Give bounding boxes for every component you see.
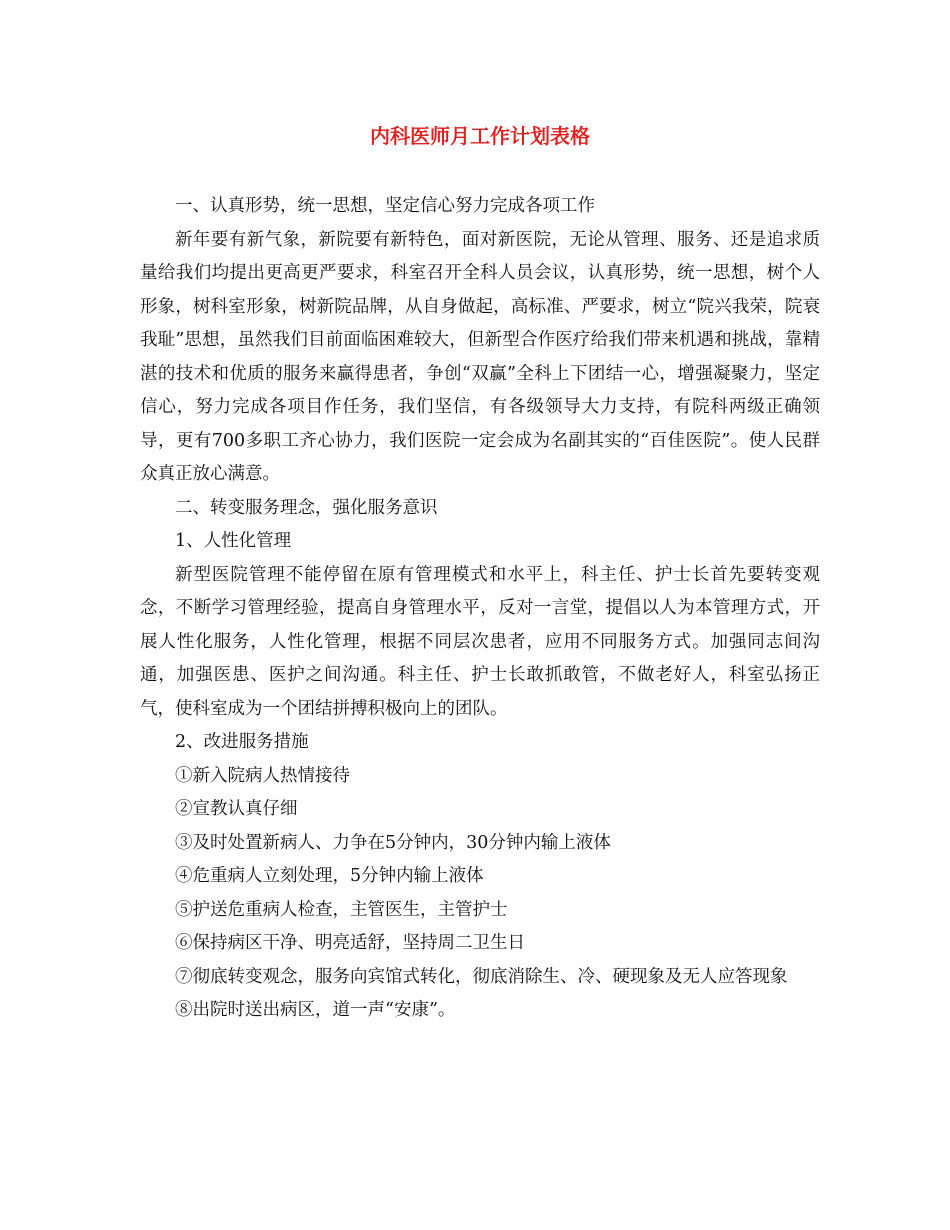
list-item: ④危重病人立刻处理，5分钟内输上液体 [175, 866, 484, 886]
paragraph-management: 新型医院管理不能停留在原有管理模式和水平上，科主任、护士长首先要转变观念，不断学习管理经验，提高自身管理水平，反对一言堂，提倡以人为本管理方式，开展人性化服务，人性化管理，根据不同层次患者，应用不同服务方式。加强同志间沟通，加强医患、医护之间沟通。科主任、护士长敢抓敢管，不做老好人，科室弘扬正气，使科室成为一个团结拼搏积极向上的团队。 [140, 564, 820, 719]
section-heading-2: 二、转变服务理念，强化服务意识 [175, 497, 438, 518]
subheading-humanized-management: 1、人性化管理 [175, 531, 292, 551]
list-item: ①新入院病人热情接待 [175, 765, 350, 786]
list-item: ⑦彻底转变观念，服务向宾馆式转化，彻底消除生、冷、硬现象及无人应答现象 [175, 966, 788, 987]
section-heading-1: 一、认真形势，统一思想，坚定信心努力完成各项工作 [175, 196, 595, 216]
paragraph-new-hospital: 新年要有新气象，新院要有新特色，面对新医院，无论从管理、服务、还是追求质量给我们均提出更高更严要求，科室召开全科人员会议，认真形势，统一思想，树个人形象，树科室形象，树新院品牌，从自身做起，高标准、严要求，树立“院兴我荣，院衰我耻”思想，虽然我们目前面临困难较大，但新型合作医疗给我们带来机遇和挑战，靠精湛的技术和优质的服务来赢得患者，争创“双赢”全科上下团结一心，增强凝聚力，坚定信心，努力完成各项目作任务，我们坚信，有各级领导大力支持，有院科两级正确领导，更有700多职工齐心协力，我们医院一定会成为名副其实的“百佳医院”。使人民群众真正放心满意。 [140, 229, 820, 484]
subheading-service-measures: 2、改进服务措施 [175, 732, 309, 752]
list-item: ⑤护送危重病人检查，主管医生，主管护士 [175, 899, 508, 920]
document-title: 内科医师月工作计划表格 [370, 124, 590, 148]
list-item: ⑧出院时送出病区，道一声“安康”。 [175, 1000, 456, 1020]
list-item: ⑥保持病区干净、明亮适舒，坚持周二卫生日 [175, 933, 525, 953]
list-item: ②宣教认真仔细 [175, 799, 298, 819]
list-item: ③及时处置新病人、力争在5分钟内，30分钟内输上液体 [175, 832, 611, 853]
document-body [140, 190, 820, 1028]
